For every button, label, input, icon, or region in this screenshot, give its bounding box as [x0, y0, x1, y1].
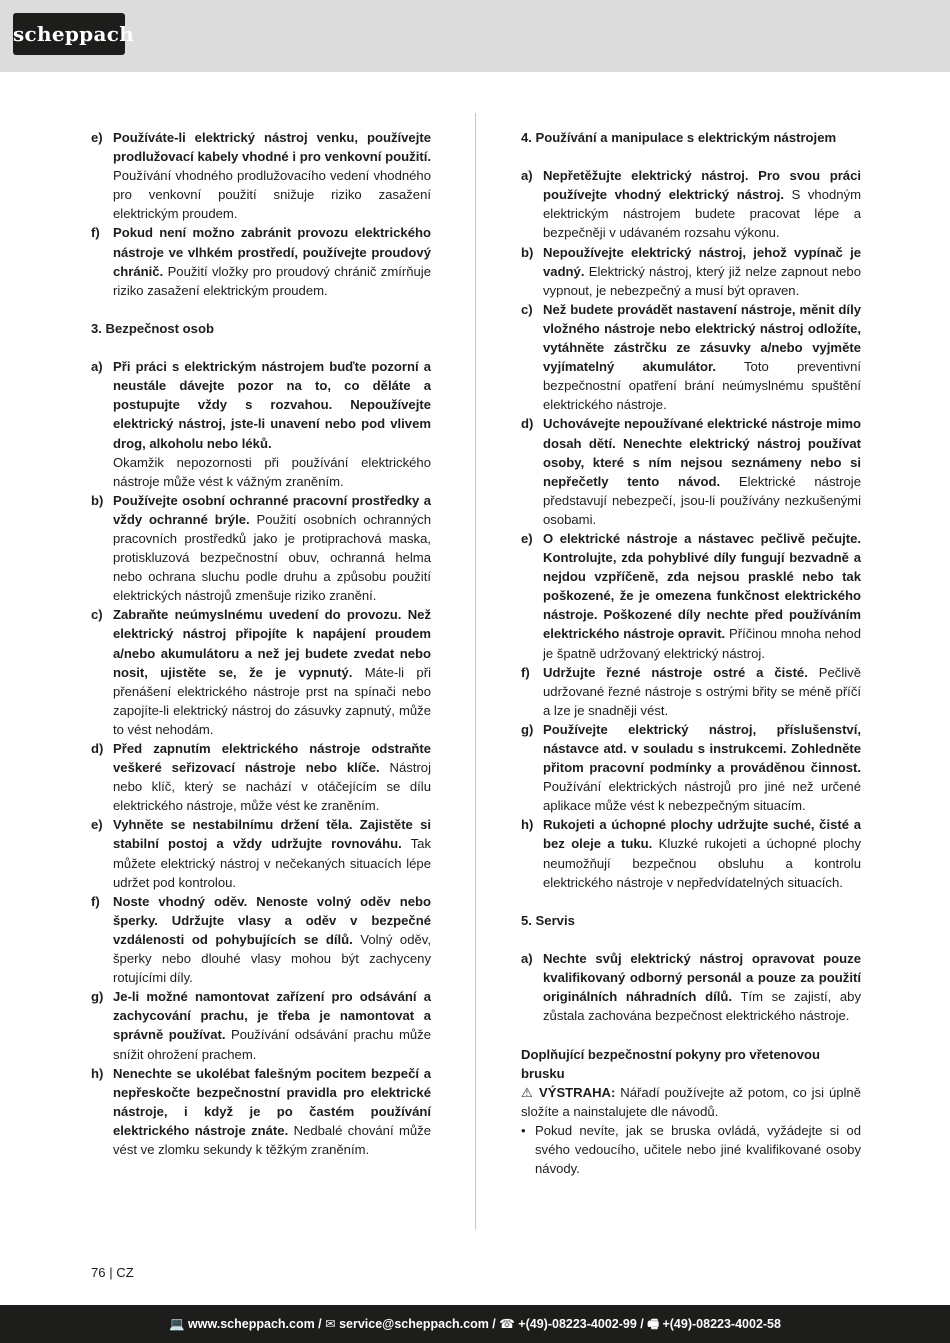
item-label: e) [91, 817, 103, 833]
list-item-4f [521, 663, 861, 720]
item-label: c) [521, 301, 533, 317]
item-text [543, 815, 861, 891]
item-text [543, 166, 861, 242]
item-bold: Zabraňte neúmyslnému uvedení do provozu. Než elektrický nástroj připojíte k napájení proudem a/nebo akumulátoru a než jej budete zvedat nebo nosit, ujistěte se, že je vypnutý. [113, 607, 431, 680]
item-text [543, 414, 861, 529]
item-body: Tím se zajistí, aby zůstala zachována bezpečnost elektrického nástroje. [543, 989, 862, 1024]
item-label: f) [91, 893, 100, 909]
item-bold: Nepřetěžujte elektrický nástroj. Pro svou práci používejte vhodný elektrický nástroj. [543, 168, 861, 203]
item-text [543, 529, 861, 663]
list-item-3e [91, 815, 431, 891]
item-bold: Než budete provádět nastavení nástroje, měnit díly vložného nástroje nebo elektrický nástroj odložíte, vytáhněte zástrčku ze zásuvky a/nebo vyjměte vyjímatelný akumulátor. [543, 301, 861, 375]
list-item-3g [91, 987, 431, 1063]
item-text [113, 739, 431, 815]
item-bold: Uchovávejte nepoužívané elektrické nástroje mimo dosah dětí. Nenechte elektrický nástroj používat osoby, které s ním nejsou seznámeny nebo si nepřečetly tento návod. [543, 416, 861, 489]
section-heading-3: 3. Bezpečnost osob [91, 320, 214, 336]
list-item-4d [521, 414, 861, 529]
extra-safety-heading: Doplňující bezpečnostní pokyny pro vřetenovou brusku [521, 1046, 821, 1081]
item-body: Použití vložky pro proudový chránič zmírňuje riziko zasažení elektrickým proudem. [113, 263, 431, 298]
item-text [543, 243, 861, 300]
item-body: S vhodným elektrickým nástrojem budete pracovat lépe a bezpečněji v udávaném rozsahu výkonu. [543, 187, 861, 241]
item-label: c) [91, 607, 103, 623]
item-bold: Používáte-li elektrický nástroj venku, používejte prodlužovací kabely vhodné i pro venkovní použití. [113, 130, 431, 165]
item-text [543, 663, 861, 720]
item-body: Pečlivě udržované řezné nástroje s ostrými břity se méně příčí a lze je snadněji vést. [543, 664, 861, 718]
item-body: Okamžik nepozornosti při používání elektrického nástroje může vést k vážným zraněním. [113, 454, 431, 489]
item-bold: Noste vhodný oděv. Nenoste volný oděv nebo šperky. Udržujte vlasy a oděv v bezpečné vzdálenosti od pohybujících se dílů. [113, 893, 431, 947]
section-heading-4: 4. Používání a manipulace s elektrickým nástrojem [521, 130, 837, 145]
footer-contact-text: 💻 www.scheppach.com / ✉ service@scheppach.com / ☎ +(49)-08223-4002-99 / 🖷 +(49)-08223-4002-58 [169, 1317, 781, 1331]
list-item-3h [91, 1064, 431, 1159]
item-label: a) [521, 168, 533, 184]
item-label: h) [91, 1065, 104, 1081]
item-label: h) [521, 817, 534, 833]
bullet-item [521, 1121, 861, 1178]
item-label: d) [521, 416, 534, 432]
item-text [113, 357, 431, 491]
item-text [113, 128, 431, 223]
scheppach-logo: scheppach [13, 13, 125, 55]
item-label: d) [91, 741, 104, 756]
item-label: g) [521, 721, 534, 737]
list-item-4e [521, 529, 861, 663]
item-bold: Rukojeti a úchopné plochy udržujte suché, čisté a bez oleje a tuku. [543, 817, 861, 852]
list-item-3f [91, 892, 431, 987]
item-body: Používání vhodného prodlužovacího vedení vhodného pro venkovní použití snižuje riziko zasažení elektrickým proudem. [113, 168, 431, 222]
item-bold: Používejte osobní ochranné pracovní prostředky a vždy ochranné brýle. [113, 492, 431, 527]
list-item-4b [521, 243, 861, 300]
item-bold: Vyhněte se nestabilnímu držení těla. Zajistěte si stabilní postoj a vždy udržujte rovnováhu. [113, 817, 431, 852]
item-label: f) [521, 664, 530, 680]
item-body: Elektrické nástroje představují nebezpečí, jsou-li používány nezkušenými osobami. [543, 473, 861, 527]
page-number: 76 | CZ [91, 1265, 134, 1280]
item-bold: Udržujte řezné nástroje ostré a čisté. [543, 664, 808, 680]
item-body: Nedbalé chování může vést ve zlomku sekundy k těžkým zraněním. [113, 1122, 431, 1157]
item-body: Příčinou mnoha nehod je špatně udržovaný elektrický nástroj. [543, 626, 861, 661]
item-body: Elektrický nástroj, který již nelze zapnout nebo vypnout, je nebezpečný a musí být opraven. [543, 263, 861, 298]
warning-text: Nářadí používejte až potom, co jsi úplně složíte a nainstalujete dle návodů. [521, 1084, 861, 1119]
item-text [113, 815, 431, 891]
item-label: g) [91, 989, 104, 1005]
item-text [113, 223, 431, 299]
item-text [113, 491, 431, 606]
warning-label: VÝSTRAHA: [538, 1084, 616, 1100]
warning-icon: ⚠ [521, 1084, 535, 1100]
item-label: e) [521, 530, 533, 546]
list-item-4c [521, 300, 861, 415]
list-item-e [91, 128, 431, 223]
item-bold: Je-li možné namontovat zařízení pro odsávání a zachycování prachu, je třeba je namontovat a správně používat. [113, 989, 431, 1043]
footer-contact-bar [0, 1305, 950, 1343]
list-item-4h [521, 815, 861, 891]
item-text [113, 892, 431, 987]
list-item-3b [91, 491, 431, 606]
bullet-icon: • [521, 1122, 526, 1138]
column-divider [475, 113, 476, 1230]
list-item-4g [521, 720, 861, 815]
item-body: Kluzké rukojeti a úchopné plochy neumožňují bezpečnou obsluhu a kontrolu elektrického nástroje v nepředvídatelných situacích. [543, 836, 861, 890]
header-band [0, 0, 950, 72]
item-body: Nástroj nebo klíč, který se nachází v otáčejícím se dílu elektrického nástroje, může vést ke zraněním. [113, 760, 431, 814]
item-label: f) [91, 225, 100, 241]
item-bold: Nepoužívejte elektrický nástroj, jehož vypínač je vadný. [543, 244, 861, 279]
left-column [91, 128, 431, 1159]
item-text [543, 300, 861, 415]
item-label: b) [521, 244, 534, 260]
item-body: Používání elektrických nástrojů pro jiné než určené aplikace může vést k nebezpečným situacím. [543, 779, 861, 814]
list-item-3d [91, 739, 431, 815]
item-body: Máte-li při přenášení elektrického nástroje prst na spínači nebo zapojíte-li elektrický nástroj do zásuvky zapnutý, může to vést nehodám. [113, 664, 431, 737]
item-body: Toto preventivní bezpečnostní opatření brání neúmyslnému spuštění elektrického nástroje. [543, 359, 861, 413]
list-item-f [91, 223, 431, 299]
item-text [113, 987, 431, 1063]
section-heading-5: 5. Servis [521, 912, 575, 928]
right-column [521, 128, 861, 1178]
item-body: Tak můžete elektrický nástroj v nečekaných situacích lépe udržet pod kontrolou. [113, 836, 432, 890]
item-bold: Nechte svůj elektrický nástroj opravovat pouze kvalifikovaný odborný personál a pouze za použití originálních náhradních dílů. [543, 951, 861, 1005]
bullet-text: Pokud nevíte, jak se bruska ovládá, vyžádejte si od svého vedoucího, učitele nebo jiné kvalifikované osoby návody. [535, 1122, 861, 1177]
list-item-3a [91, 357, 431, 491]
item-bold: O elektrické nástroje a nástavec pečlivě pečujte. Kontrolujte, zda pohyblivé díly fungují bezvadně a nejdou vzpříčeně, zda nejsou prasklé nebo tak poškozené, že je omezena funkčnost elektrického nástroje. Poškozené díly nechte před používáním elektrického nástroje opravit. [543, 530, 861, 642]
item-text [113, 605, 431, 739]
item-label: a) [521, 951, 533, 967]
item-label: b) [91, 492, 104, 508]
item-body: Používání odsávání prachu může snížit ohrožení prachem. [113, 1027, 431, 1062]
item-bold: Pokud není možno zabránit provozu elektrického nástroje ve vlhkém prostředí, používejte proudový chránič. [113, 225, 431, 279]
item-bold: Před zapnutím elektrického nástroje odstraňte veškeré seřizovací nástroje nebo klíče. [113, 741, 431, 776]
warning-paragraph [521, 1083, 861, 1121]
item-label: e) [91, 130, 103, 145]
item-bold: Používejte elektrický nástroj, příslušenství, nástavce atd. v souladu s instrukcemi. Zohledněte přitom pracovní podmínky a prováděnou činnost. [543, 721, 861, 776]
item-body: Použití osobních ochranných pracovních prostředků jako je protiprachová maska, protiskluzová bezpečnostní obuv, ochranná helma nebo ochrana sluchu podle druhu a způsobu použití elektrických nástrojů zmenšuje riziko zranění. [113, 511, 431, 604]
item-label: a) [91, 359, 103, 375]
item-text [543, 949, 861, 1025]
item-bold: Při práci s elektrickým nástrojem buďte pozorní a neustále dávejte pozor na to, co děláte a postupujte vždy s rozvahou. Nepoužívejte elektrický nástroj, jste-li unavení nebo pod vlivem drog, alkoholu nebo léků. [113, 359, 431, 451]
item-body: Volný oděv, šperky nebo dlouhé vlasy mohou být zachyceny rotujícími díly. [113, 931, 431, 986]
item-text [543, 720, 861, 815]
item-bold: Nenechte se ukolébat falešným pocitem bezpečí a nepřeskočte bezpečnostní pravidla pro elektrické nástroje, i když je po častém používání elektrického nástroje znáte. [113, 1065, 431, 1138]
list-item-4a [521, 166, 861, 242]
item-text [113, 1064, 431, 1159]
list-item-5a [521, 949, 861, 1025]
list-item-3c [91, 605, 431, 739]
